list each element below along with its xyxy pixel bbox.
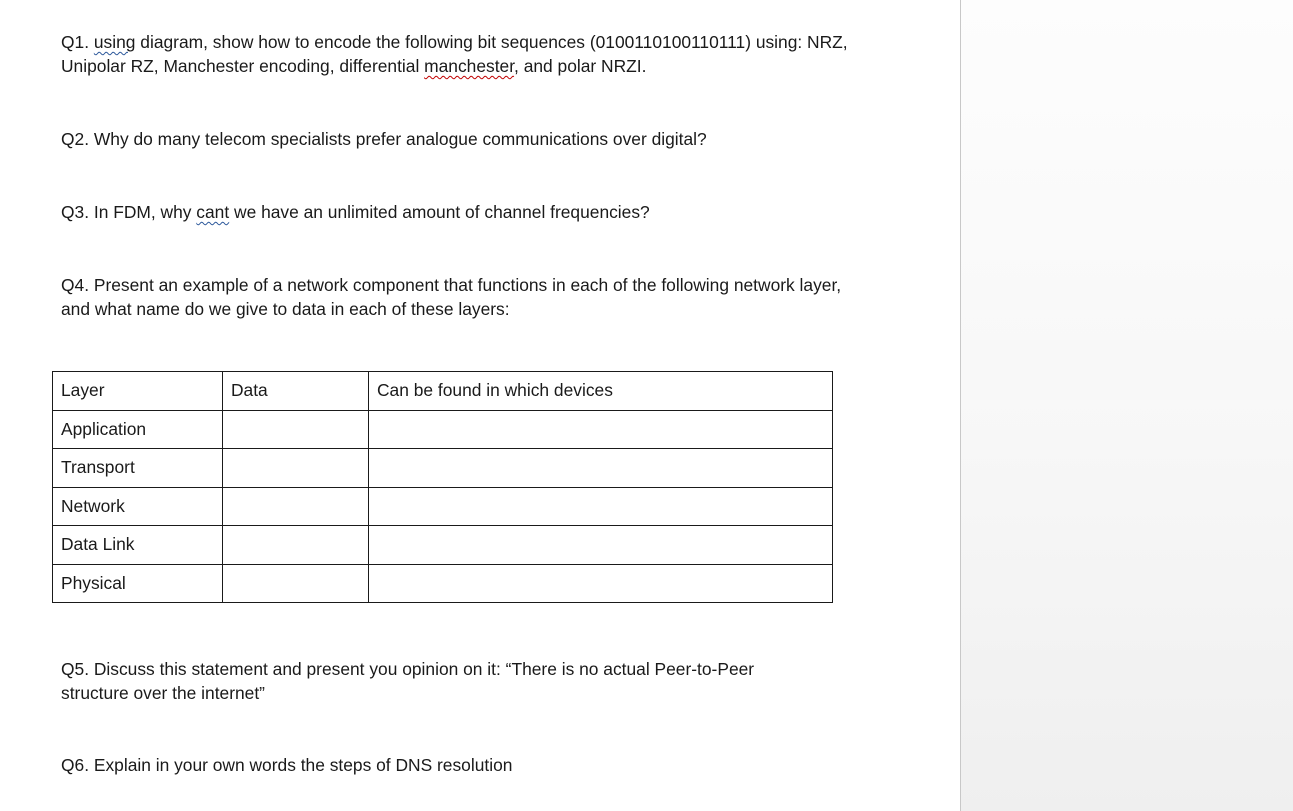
table-header-row	[53, 372, 833, 411]
table-cell[interactable]: Application	[53, 410, 223, 449]
table-cell[interactable]: Data Link	[53, 526, 223, 565]
table-row	[53, 449, 833, 488]
table-cell[interactable]: Transport	[53, 449, 223, 488]
question-5[interactable]: Q5. Discuss this statement and present you opinion on it: “There is no actual Peer-to-Peer structure over the internet”	[61, 659, 755, 703]
table-cell[interactable]	[223, 487, 369, 526]
table-row	[53, 487, 833, 526]
spellcheck-word[interactable]: using	[93, 32, 136, 52]
table-cell[interactable]	[369, 487, 833, 526]
layers-table	[52, 371, 833, 603]
table-cell[interactable]	[223, 526, 369, 565]
table-header-cell[interactable]: Layer	[53, 372, 223, 411]
table-cell[interactable]	[223, 449, 369, 488]
table-cell[interactable]	[369, 410, 833, 449]
table-header-cell[interactable]: Data	[223, 372, 369, 411]
question-6[interactable]: Q6. Explain in your own words the steps of DNS resolution	[61, 755, 513, 775]
spellcheck-word[interactable]: cant	[196, 202, 230, 222]
spellcheck-word[interactable]: manchester	[424, 56, 515, 76]
question-3[interactable]: Q3. In FDM, why cant we have an unlimited amount of channel frequencies?	[61, 202, 650, 222]
table-cell[interactable]	[369, 449, 833, 488]
table-cell[interactable]	[223, 564, 369, 603]
table-row	[53, 410, 833, 449]
table-cell[interactable]: Network	[53, 487, 223, 526]
table-row	[53, 526, 833, 565]
right-gray-pane	[960, 0, 1293, 811]
question-1[interactable]: Q1. using diagram, show how to encode the following bit sequences (0100110100110111) using: NRZ, Unipolar RZ, Manchester encoding, differential manchester, and polar NRZI.	[61, 32, 848, 76]
table-header-cell[interactable]: Can be found in which devices	[369, 372, 833, 411]
table-cell[interactable]	[369, 526, 833, 565]
question-2[interactable]: Q2. Why do many telecom specialists prefer analogue communications over digital?	[61, 129, 707, 149]
table-cell[interactable]	[223, 410, 369, 449]
question-4[interactable]: Q4. Present an example of a network component that functions in each of the following network layer, and what name do we give to data in each of these layers:	[61, 275, 842, 319]
table-cell[interactable]: Physical	[53, 564, 223, 603]
table-row	[53, 564, 833, 603]
table-cell[interactable]	[369, 564, 833, 603]
